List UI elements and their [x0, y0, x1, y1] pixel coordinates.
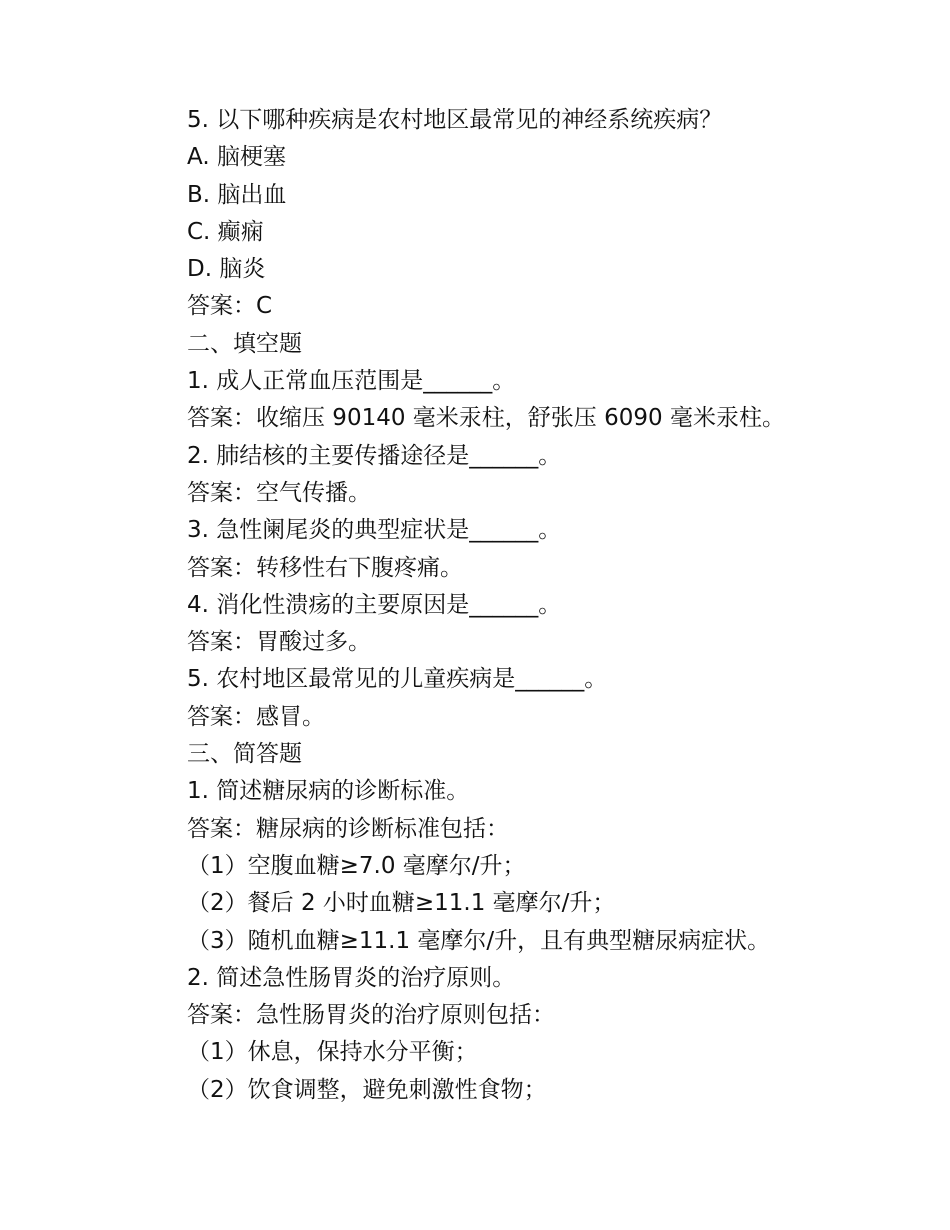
answer-short-2-intro: 答案：急性肠胃炎的治疗原则包括： [187, 1002, 555, 1029]
answer-fill-1: 答案：收缩压 90140 毫米汞柱，舒张压 6090 毫米汞柱。 [187, 405, 785, 432]
section-heading-fill-blank: 二、填空题 [187, 330, 302, 357]
question-short-2: 2. 简述急性肠胃炎的治疗原则。 [187, 964, 516, 991]
answer-short-1-item-1: （1）空腹血糖≥7.0 毫摩尔/升； [187, 852, 526, 879]
answer-fill-5: 答案：感冒。 [187, 703, 325, 730]
answer-short-2-item-2: （2）饮食调整，避免刺激性食物； [187, 1076, 547, 1103]
question-fill-2: 2. 肺结核的主要传播途径是______。 [187, 442, 562, 469]
option-a: A. 脑梗塞 [187, 144, 286, 171]
question-fill-1: 1. 成人正常血压范围是______。 [187, 368, 516, 395]
answer-mc-5: 答案：C [187, 293, 273, 320]
answer-fill-4: 答案：胃酸过多。 [187, 629, 371, 656]
document-body [187, 102, 887, 1109]
section-heading-short-answer: 三、简答题 [187, 741, 302, 768]
question-fill-3: 3. 急性阑尾炎的典型症状是______。 [187, 517, 562, 544]
answer-short-1-item-2: （2）餐后 2 小时血糖≥11.1 毫摩尔/升； [187, 890, 616, 917]
answer-short-2-item-1: （1）休息，保持水分平衡； [187, 1039, 478, 1066]
question-mc-5: 5. 以下哪种疾病是农村地区最常见的神经系统疾病？ [187, 107, 723, 133]
option-c: C. 癫痫 [187, 218, 264, 245]
question-fill-5: 5. 农村地区最常见的儿童疾病是______。 [187, 666, 608, 693]
question-short-1: 1. 简述糖尿病的诊断标准。 [187, 778, 470, 805]
option-b: B. 脑出血 [187, 181, 287, 208]
question-fill-4: 4. 消化性溃疡的主要原因是______。 [187, 591, 562, 618]
option-d: D. 脑炎 [187, 256, 266, 283]
answer-short-1-intro: 答案：糖尿病的诊断标准包括： [187, 815, 509, 842]
answer-fill-2: 答案：空气传播。 [187, 479, 371, 506]
answer-fill-3: 答案：转移性右下腹疼痛。 [187, 554, 463, 581]
answer-short-1-item-3: （3）随机血糖≥11.1 毫摩尔/升，且有典型糖尿病症状。 [187, 927, 771, 954]
